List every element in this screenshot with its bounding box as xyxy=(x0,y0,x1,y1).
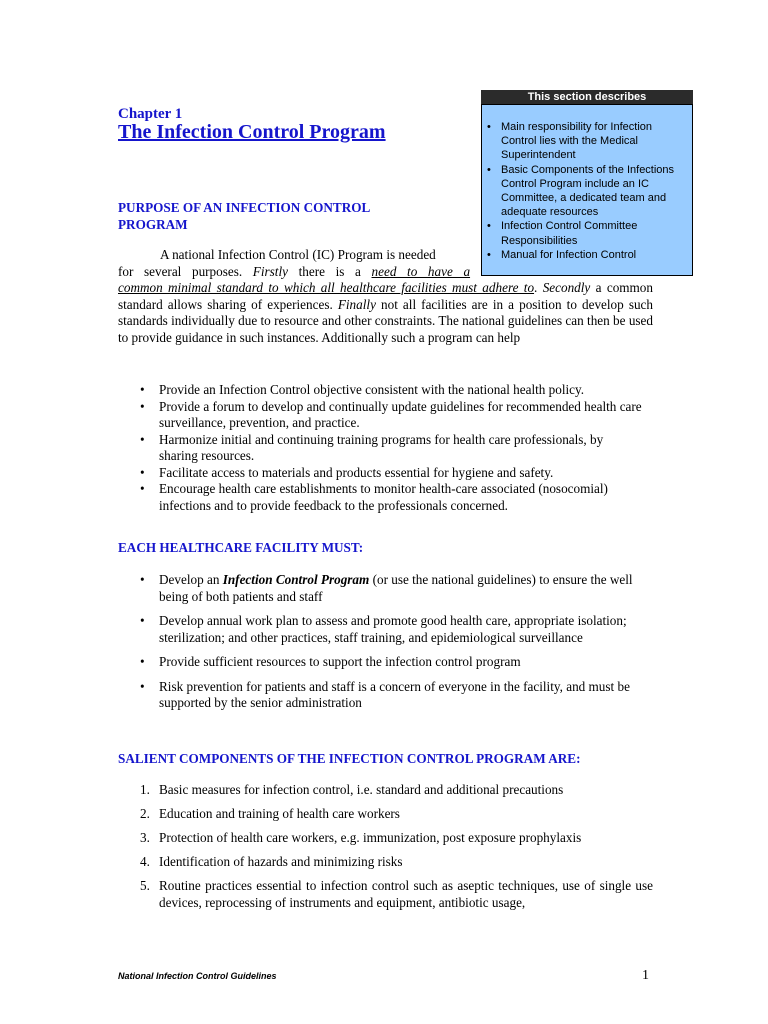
list-item xyxy=(140,806,653,823)
sidebar-box-item: • Manual for Infection Control xyxy=(482,248,692,262)
sidebar-box-item: • Infection Control Committee Responsibilities xyxy=(482,219,692,247)
intro-line xyxy=(118,264,470,281)
item-text: (or use the national guidelines) to ensure the well being of both patients and staff xyxy=(159,572,633,604)
list-item: • Develop annual work plan to assess and promote good health care, appropriate isolation; sterilization; and other practices, staff training, and epidemiological surveillance xyxy=(140,613,645,646)
sidebar-box-header: This section describes xyxy=(481,90,693,104)
sidebar-box-list xyxy=(482,120,692,262)
list-item: • Provide a forum to develop and continually update guidelines for recommended health care surveillance, prevention, and practice. xyxy=(140,399,645,432)
intro-line: A national Infection Control (IC) Program is needed xyxy=(160,247,436,262)
heading-line: PURPOSE OF AN INFECTION CONTROL xyxy=(118,200,371,215)
list-item: • Harmonize initial and continuing training programs for health care professionals, by sharing resources. xyxy=(140,432,645,465)
item-text: Routine practices essential to infection control such as aseptic techniques, use of single use devices, reprocessing of instruments and equipment, antibiotic usage, xyxy=(159,878,653,910)
section-heading-components: SALIENT COMPONENTS OF THE INFECTION CONTROL PROGRAM ARE: xyxy=(118,751,581,766)
item-text: Protection of health care workers, e.g. immunization, post exposure prophylaxis xyxy=(159,830,582,845)
list-item xyxy=(140,854,653,871)
item-number: 1. xyxy=(140,782,150,797)
item-text: Basic measures for infection control, i.e. standard and additional precautions xyxy=(159,782,564,797)
chapter-label: Chapter 1 xyxy=(118,106,183,122)
facility-bullet-list xyxy=(140,572,645,720)
emphasis-secondly: Secondly xyxy=(542,280,591,295)
emphasis-firstly: Firstly xyxy=(252,263,288,279)
list-item xyxy=(140,830,653,847)
emphasis-finally: Finally xyxy=(337,296,376,312)
intro-text: a xyxy=(595,280,602,295)
list-item: • Encourage health care establishments to monitor health-care associated (nosocomial) infections and to provide feedback to the professionals concerned. xyxy=(140,481,645,514)
item-text: Education and training of health care workers xyxy=(159,806,400,821)
sidebar-summary-box xyxy=(481,104,693,276)
section-heading-facility: EACH HEALTHCARE FACILITY MUST: xyxy=(118,540,364,555)
body-text: not all facilities are in a position to develop such standards individually due to resource and other constraints. The national guidelines can then be used to provide guidance in such instances. Additionally such a program can help xyxy=(118,296,653,345)
list-item xyxy=(140,878,653,911)
item-number: 5. xyxy=(140,878,150,893)
list-item: • Risk prevention for patients and staff is a concern of everyone in the facility, and must be supported by the senior administration xyxy=(140,679,645,712)
intro-text: for several purposes. xyxy=(118,263,243,279)
body-text: common standard allows sharing of experiences. xyxy=(118,280,653,312)
components-numbered-list xyxy=(140,782,653,919)
emphasis-program: Infection Control Program xyxy=(222,572,370,587)
punctuation: . xyxy=(534,280,538,295)
underlined-phrase: need to have a xyxy=(371,263,471,279)
underlined-phrase: common minimal standard to which all healthcare facilities must adhere to xyxy=(118,280,535,295)
sidebar-box-item: • Basic Components of the Infections Control Program include an IC Committee, a dedicated team and adequate resources xyxy=(482,163,692,220)
page-title: The Infection Control Program xyxy=(118,121,386,143)
item-number: 4. xyxy=(140,854,150,869)
purpose-bullet-list xyxy=(140,382,645,514)
intro-paragraph-start xyxy=(118,247,470,280)
item-text: Develop an xyxy=(159,572,220,587)
item-number: 3. xyxy=(140,830,150,845)
page-number: 1 xyxy=(642,968,649,983)
intro-paragraph-body xyxy=(118,280,653,346)
heading-line: PROGRAM xyxy=(118,217,188,232)
item-text: Identification of hazards and minimizing risks xyxy=(159,854,403,869)
list-item xyxy=(140,572,645,605)
intro-text: there is a xyxy=(298,263,361,279)
section-heading-purpose xyxy=(118,199,370,233)
sidebar-box-item: • Main responsibility for Infection Control lies with the Medical Superintendent xyxy=(482,120,692,163)
list-item: • Provide an Infection Control objective consistent with the national health policy. xyxy=(140,382,645,399)
item-number: 2. xyxy=(140,806,150,821)
list-item: • Provide sufficient resources to support the infection control program xyxy=(140,654,645,671)
intro-line xyxy=(118,280,653,346)
list-item xyxy=(140,782,653,799)
list-item: • Facilitate access to materials and products essential for hygiene and safety. xyxy=(140,465,645,482)
footer-text: National Infection Control Guidelines xyxy=(118,971,277,981)
